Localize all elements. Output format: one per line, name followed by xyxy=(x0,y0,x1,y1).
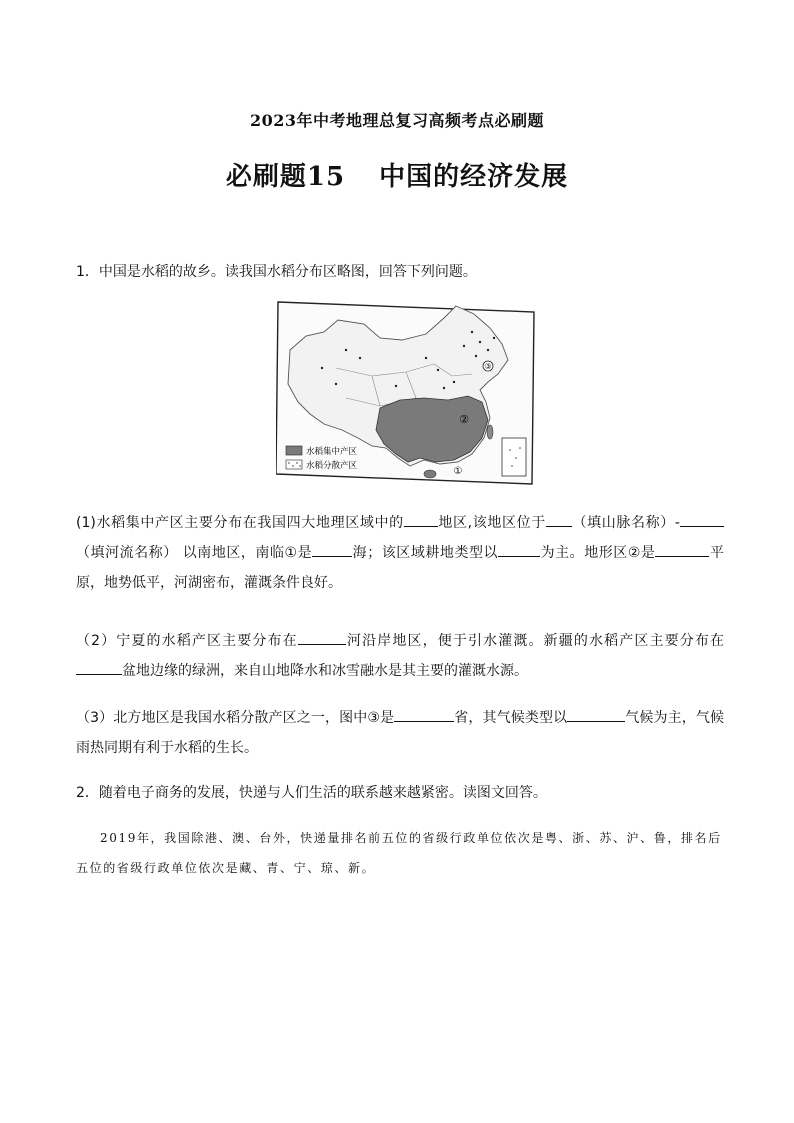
question-1-part-1: (1)水稻集中产区主要分布在我国四大地理区域中的 地区,该地区位于 （填山脉名称）-（填河流名称） 以南地区，南临①是 海；该区域耕地类型以 为主。地形区②是 平原，地势低平，河湖密布，灌溉条件良好。 xyxy=(76,508,724,598)
answer-blank[interactable] xyxy=(546,511,572,527)
page-title xyxy=(0,156,794,193)
answer-blank[interactable] xyxy=(498,541,540,557)
answer-blank[interactable] xyxy=(312,541,352,557)
answer-blank[interactable] xyxy=(298,629,346,645)
map-marker-3: ③ xyxy=(484,362,492,371)
answer-blank[interactable] xyxy=(404,511,438,527)
question-1-part-3: （3）北方地区是我国水稻分散产区之一，图中③是 省，其气候类型以 气候为主，气候雨热同期有利于水稻的生长。 xyxy=(76,703,724,763)
answer-blank[interactable] xyxy=(76,659,122,675)
answer-blank[interactable] xyxy=(655,541,709,557)
question-2-stem: 2．随着电子商务的发展，快递与人们生活的联系越来越紧密。读图文回答。 xyxy=(76,785,547,801)
map-marker-1: ① xyxy=(453,466,463,477)
exam-subtitle: 2023年中考地理总复习高频考点必刷题 xyxy=(249,111,545,130)
question-2-material: 2019年，我国除港、澳、台外，快递量排名前五位的省级行政单位依次是粤、浙、苏、沪、鲁，排名后五位的省级行政单位依次是藏、青、宁、琼、新。 xyxy=(76,831,722,875)
rice-distribution-map xyxy=(276,298,538,486)
answer-blank[interactable] xyxy=(394,706,454,722)
legend-concentrated: 水稻集中产区 xyxy=(306,447,358,457)
legend-scattered: 水稻分散产区 xyxy=(306,461,358,471)
question-1-stem: 1．中国是水稻的故乡。读我国水稻分布区略图，回答下列问题。 xyxy=(76,264,477,280)
answer-blank[interactable] xyxy=(680,511,724,527)
title-topic: 中国的经济发展 xyxy=(379,162,569,192)
map-marker-2: ② xyxy=(459,413,469,426)
question-1-part-2: （2）宁夏的水稻产区主要分布在 河沿岸地区，便于引水灌溉。新疆的水稻产区主要分布在盆地边缘的绿洲，来自山地降水和冰雪融水是其主要的灌溉水源。 xyxy=(76,626,724,686)
answer-blank[interactable] xyxy=(567,706,625,722)
title-number: 必刷题15 xyxy=(225,162,346,192)
